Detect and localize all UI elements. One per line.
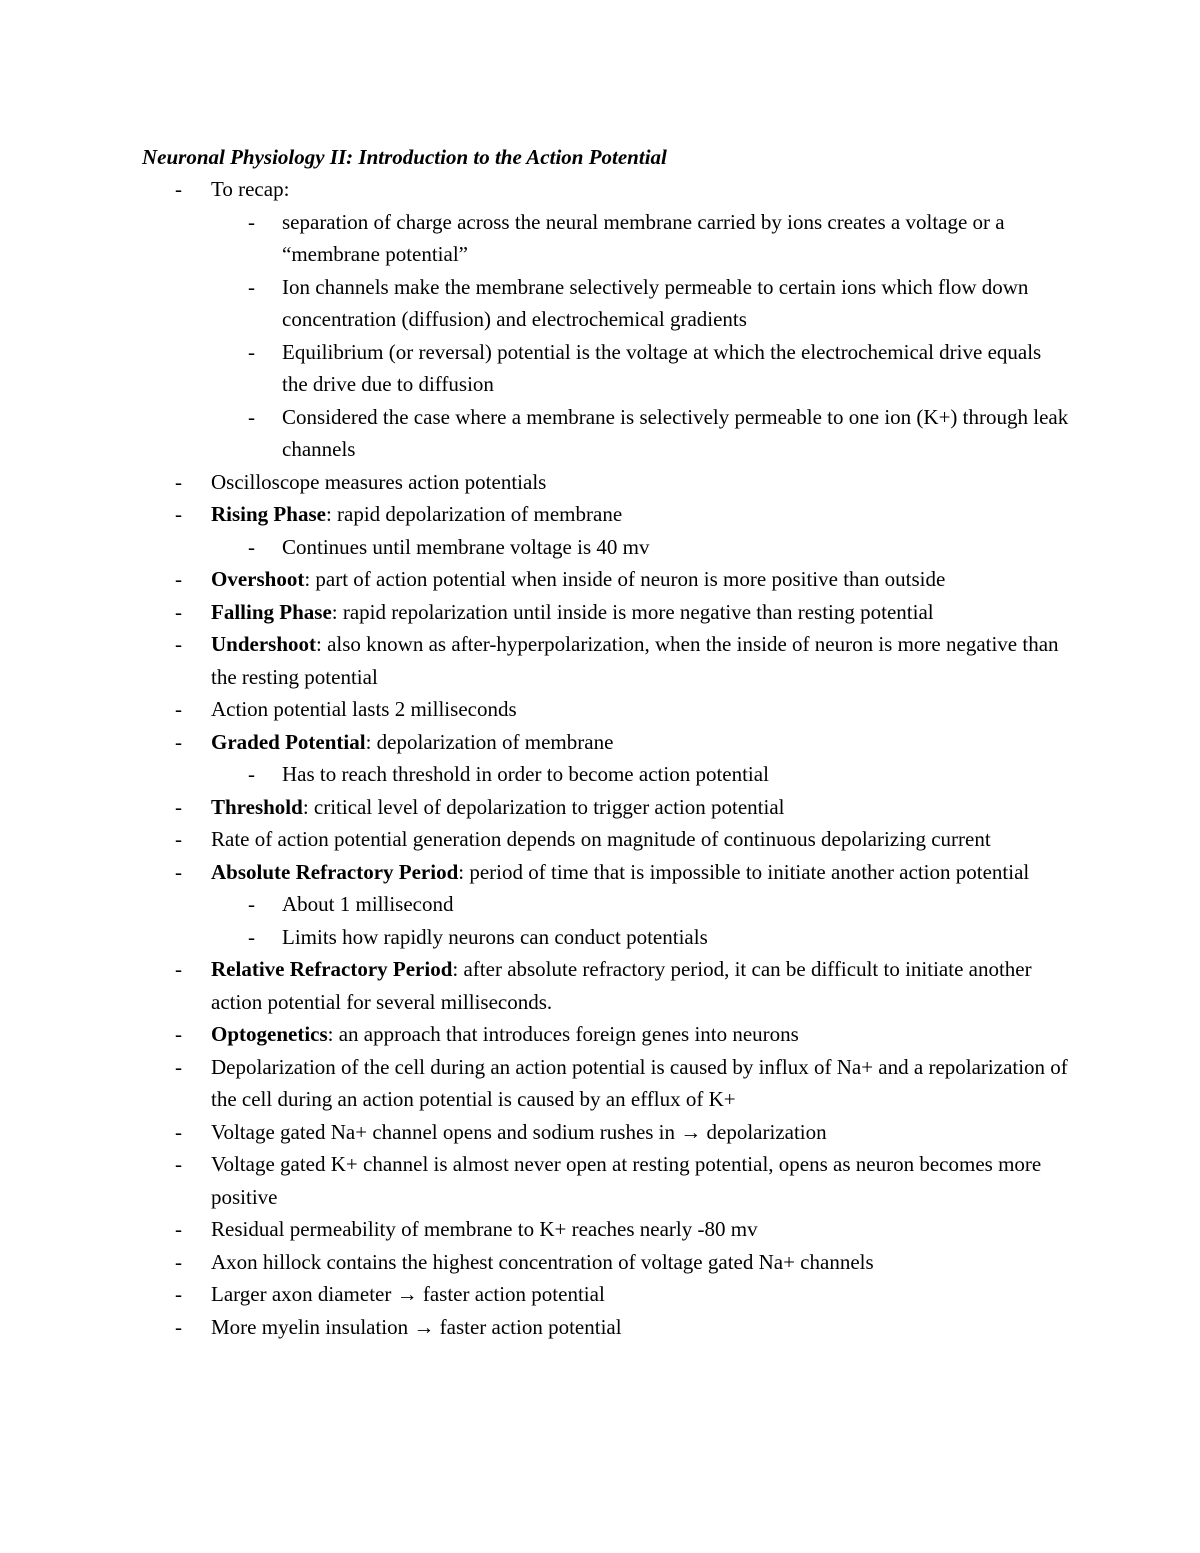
item-text: Continues until membrane voltage is 40 mv (282, 534, 650, 559)
item-text: Rate of action potential generation depends on magnitude of continuous depolarizing current (211, 827, 991, 851)
bullet-dash: - (175, 1249, 182, 1274)
list-item (175, 953, 1071, 1018)
bold-term: Threshold (211, 794, 303, 819)
item-text: Ion channels make the membrane selectively permeable to certain ions which flow down concentration (diffusion) and electrochemical gradients (282, 274, 1029, 331)
bullet-dash: - (175, 827, 182, 851)
item-text: : period of time that is impossible to initiate another action potential (458, 859, 1030, 884)
sub-list-item (248, 921, 1072, 954)
item-text: About 1 millisecond (282, 892, 454, 916)
list-item (175, 628, 1071, 693)
list-item (175, 856, 1071, 889)
item-text: Oscilloscope measures action potentials (211, 469, 547, 494)
bold-term: Absolute Refractory Period (211, 859, 459, 884)
bullet-dash: - (175, 567, 182, 591)
item-text: Limits how rapidly neurons can conduct potentials (282, 924, 708, 949)
bullet-dash: - (248, 339, 255, 364)
item-text: Equilibrium (or reversal) potential is the voltage at which the electrochemical drive equals the drive due to diffusion (282, 339, 1042, 396)
sub-list-item (248, 206, 1072, 271)
bold-term: Undershoot (211, 632, 317, 656)
bullet-dash: - (175, 1217, 182, 1241)
list-item (175, 726, 1071, 759)
document-title: Neuronal Physiology II: Introduction to the Action Potential (142, 145, 667, 169)
bullet-dash: - (175, 502, 182, 526)
list-item (175, 693, 1071, 726)
bullet-dash: - (175, 177, 182, 201)
bold-term: Falling Phase (211, 599, 332, 624)
item-text: : after absolute refractory period, it can be difficult to initiate another action potential for several milliseconds. (211, 957, 1032, 1014)
list-item (175, 1278, 1071, 1311)
bold-term: Overshoot (211, 567, 305, 591)
list-item (175, 498, 1071, 531)
item-text: To recap: (211, 177, 290, 201)
list-item (175, 823, 1071, 856)
item-text: More myelin insulation → faster action potential (211, 1314, 622, 1339)
bullet-dash: - (175, 1119, 182, 1144)
list-item (175, 1246, 1071, 1279)
bullet-dash: - (248, 762, 255, 786)
sub-list-item (248, 336, 1072, 401)
sub-list-item (248, 888, 1072, 921)
list-item (175, 563, 1071, 596)
bold-term: Rising Phase (211, 502, 326, 526)
item-text: : depolarization of membrane (365, 729, 614, 754)
item-text: : part of action potential when inside of neuron is more positive than outside (304, 567, 946, 591)
bullet-dash: - (175, 469, 182, 494)
list-item (175, 173, 1071, 206)
bullet-dash: - (175, 794, 182, 819)
item-text: Considered the case where a membrane is selectively permeable to one ion (K+) through leak channels (282, 404, 1069, 461)
bullet-dash: - (175, 1152, 182, 1176)
item-text: Axon hillock contains the highest concentration of voltage gated Na+ channels (211, 1249, 874, 1274)
bullet-dash: - (175, 1314, 182, 1339)
item-text: : rapid repolarization until inside is more negative than resting potential (331, 599, 934, 624)
bullet-dash: - (248, 209, 255, 234)
bullet-dash: - (248, 274, 255, 299)
list-item (175, 1018, 1071, 1051)
sub-list-item (248, 401, 1072, 466)
bullet-dash: - (175, 1282, 182, 1306)
item-text: : critical level of depolarization to trigger action potential (302, 794, 785, 819)
sub-list-item (248, 531, 1072, 564)
bullet-dash: - (175, 1054, 182, 1079)
bullet-dash: - (175, 632, 182, 656)
bullet-dash: - (175, 957, 182, 981)
item-text: Action potential lasts 2 milliseconds (211, 697, 517, 721)
bullet-dash: - (248, 534, 255, 559)
bullet-dash: - (175, 859, 182, 884)
list-item (175, 1051, 1071, 1116)
item-text: Has to reach threshold in order to become action potential (282, 762, 769, 786)
item-text: separation of charge across the neural membrane carried by ions creates a voltage or a “membrane potential” (282, 209, 1005, 266)
list-item (175, 1148, 1071, 1213)
item-text: : rapid depolarization of membrane (325, 502, 623, 526)
list-item (175, 791, 1071, 824)
bold-term: Graded Potential (211, 729, 366, 754)
item-text: : an approach that introduces foreign genes into neurons (327, 1022, 799, 1046)
item-text: Residual permeability of membrane to K+ reaches nearly -80 mv (211, 1217, 758, 1241)
bold-term: Relative Refractory Period (211, 957, 453, 981)
list-item (175, 1116, 1071, 1149)
list-item (175, 596, 1071, 629)
bullet-list (0, 173, 1200, 1343)
item-text: Voltage gated Na+ channel opens and sodium rushes in → depolarization (211, 1119, 827, 1144)
bullet-dash: - (248, 892, 255, 916)
list-item (175, 466, 1071, 499)
item-text: Larger axon diameter → faster action potential (211, 1282, 605, 1306)
bold-term: Optogenetics (211, 1022, 328, 1046)
bullet-dash: - (175, 697, 182, 721)
item-text: Depolarization of the cell during an action potential is caused by influx of Na+ and a repolarization of the cell during an action potential is caused by an efflux of K+ (211, 1054, 1068, 1111)
bullet-dash: - (175, 1022, 182, 1046)
item-text: Voltage gated K+ channel is almost never open at resting potential, opens as neuron becomes more positive (211, 1152, 1042, 1209)
bullet-dash: - (175, 599, 182, 624)
list-item (175, 1311, 1071, 1344)
bullet-dash: - (248, 404, 255, 429)
item-text: : also known as after-hyperpolarization, when the inside of neuron is more negative than the resting potential (211, 632, 1059, 689)
sub-list-item (248, 758, 1072, 791)
list-item (175, 1213, 1071, 1246)
sub-list-item (248, 271, 1072, 336)
bullet-dash: - (175, 729, 182, 754)
bullet-dash: - (248, 924, 255, 949)
